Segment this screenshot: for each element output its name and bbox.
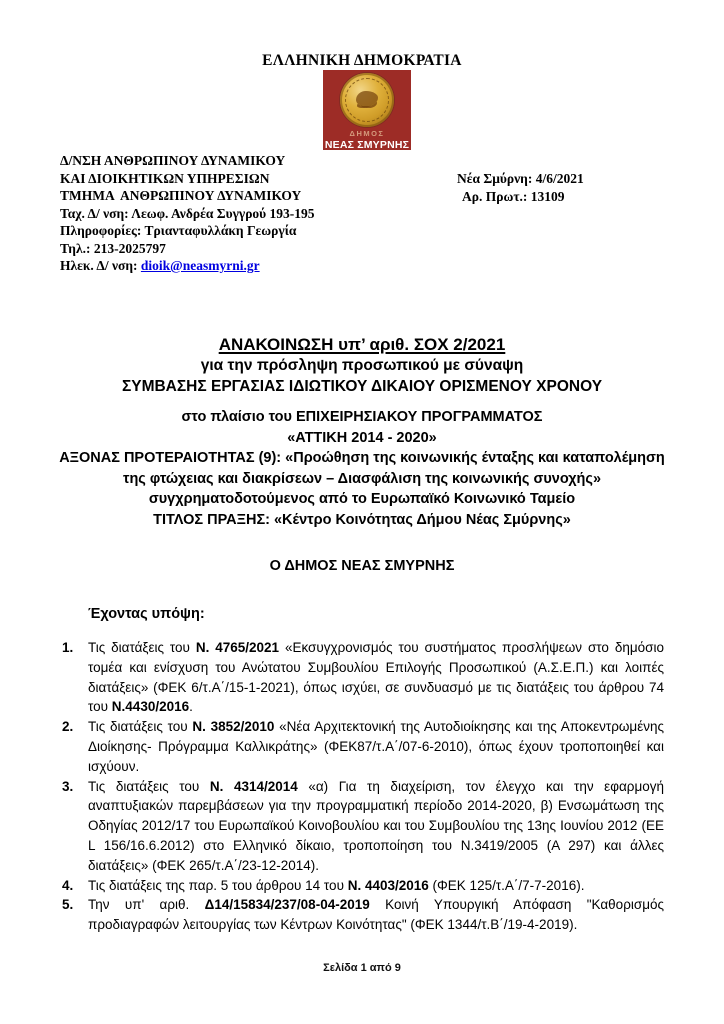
program-line: ΑΞΟΝΑΣ ΠΡΟΤΕΡΑΙΟΤΗΤΑΣ (9): «Προώθηση της κοινωνικής ένταξης και καταπολέμηση xyxy=(59,450,665,466)
list-item-number: 5. xyxy=(62,897,74,913)
email-line xyxy=(60,257,260,275)
republic-heading: ΕΛΛΗΝΙΚΗ ΔΗΜΟΚΡΑΤΙΑ xyxy=(262,52,462,69)
list-item-number: 1. xyxy=(62,640,74,655)
list-item-number: 3. xyxy=(62,778,74,794)
list-item-text: Τις διατάξεις του Ν. 4314/2014 «α) Για τη διαχείριση, τον έλεγχο και την εφαρμογή αναπτυξιακών παρεμβάσεων για την προγραμματική περίοδο 2014-2020, β) Ενσωμάτωση της Οδηγίας 2012/17 του Ευρωπαϊκού Κοινοβουλίου και του Συμβουλίου της 13ης Ιουνίου 2012 (ΕΕ L 156/16.6.2012) στο Ελληνικό δίκαιο, τροποποίηση του Ν.3419/2005 (Α 297) και άλλες διατάξεις» (ΦΕΚ 265/τ.Α΄/23-12-2014). xyxy=(88,778,664,873)
municipality-seal-icon xyxy=(340,73,394,127)
email-label: Ηλεκ. Δ/ νση: xyxy=(60,258,141,273)
program-line: συγχρηματοδοτούμενος από το Ευρωπαϊκό Κοινωνικό Ταμείο xyxy=(148,491,576,507)
list-item xyxy=(62,895,664,935)
logo-label-bottom: ΝΕΑΣ ΣΜΥΡΝΗΣ xyxy=(324,139,410,151)
list-item xyxy=(62,638,664,717)
legal-list xyxy=(62,638,664,935)
program-lines xyxy=(17,407,707,530)
email-link[interactable]: dioik@neasmyrni.gr xyxy=(140,258,260,273)
department-line: ΚΑΙ ΔΙΟΙΚΗΤΙΚΩΝ ΥΠΗΡΕΣΙΩΝ xyxy=(60,170,270,186)
list-item-number: 2. xyxy=(62,719,74,735)
department-line: Τηλ.: 213-2025797 xyxy=(60,240,166,256)
department-line: Ταχ. Δ/ νση: Λεωφ. Ανδρέα Συγγρού 193-195 xyxy=(60,205,315,221)
program-line: της φτώχειας και διακρίσεων – Διασφάλιση της κοινωνικής συνοχής» xyxy=(122,470,602,487)
reference-protocol: Αρ. Πρωτ.: 13109 xyxy=(462,188,565,204)
reference-date: Νέα Σμύρνη: 4/6/2021 xyxy=(457,171,584,186)
announcement-subtitle-2: ΣΥΜΒΑΣΗΣ ΕΡΓΑΣΙΑΣ ΙΔΙΩΤΙΚΟΥ ΔΙΚΑΙΟΥ ΟΡΙΣΜΕΝΟΥ ΧΡΟΝΟΥ xyxy=(121,378,603,395)
list-item-number: 4. xyxy=(62,877,74,893)
list-item-text: Τις διατάξεις του Ν. 4765/2021 «Εκσυγχρονισμός του συστήματος προσλήψεων στο δημόσιο τομέα και ενίσχυση του Ανώτατου Συμβουλίου Επιλογής Προσωπικού (Α.Σ.Ε.Π.) και λοιπές διατάξεις» (ΦΕΚ 6/τ.Α΄/15-1-2021), όπως ισχύει, σε συνδυασμό με τις διατάξεις του άρθρου 74 του Ν.4430/2016. xyxy=(88,640,664,715)
program-line: στο πλαίσιο του ΕΠΙΧΕΙΡΗΣΙΑΚΟΥ ΠΡΟΓΡΑΜΜΑΤΟΣ xyxy=(181,409,543,425)
list-item-text: Τις διατάξεις της παρ. 5 του άρθρου 14 του Ν. 4403/2016 (ΦΕΚ 125/τ.Α΄/7-7-2016). xyxy=(88,877,585,893)
department-line: ΤΜΗΜΑ ΑΝΘΡΩΠΙΝΟΥ ΔΥΝΑΜΙΚΟΥ xyxy=(60,188,302,203)
program-line: «ΑΤΤΙΚΗ 2014 - 2020» xyxy=(287,429,437,446)
municipality-logo xyxy=(323,70,411,150)
list-item-text: Την υπ' αριθ. Δ14/15834/237/08-04-2019 Κοινή Υπουργική Απόφαση "Καθορισμός προδιαγραφών λειτουργίας των Κέντρων Κοινότητας" (ΦΕΚ 1344/τ.Β΄/19-4-2019). xyxy=(88,897,664,933)
announcement-subtitle-1: για την πρόσληψη προσωπικού με σύναψη xyxy=(200,357,524,374)
department-line: Πληροφορίες: Τριανταφυλλάκη Γεωργία xyxy=(60,223,297,238)
announcement-title-block xyxy=(0,334,724,397)
municipality-heading: Ο ΔΗΜΟΣ ΝΕΑΣ ΣΜΥΡΝΗΣ xyxy=(269,558,455,574)
department-lines xyxy=(60,152,315,257)
list-item xyxy=(62,717,664,776)
department-line: Δ/ΝΣΗ ΑΝΘΡΩΠΙΝΟΥ ΔΥΝΑΜΙΚΟΥ xyxy=(60,153,286,168)
announcement-title-line xyxy=(0,334,724,355)
list-item xyxy=(62,777,664,876)
having-regard-label: Έχοντας υπόψη: xyxy=(88,606,205,622)
logo-label-top: ΔΗΜΟΣ xyxy=(349,129,385,138)
page-footer: Σελίδα 1 από 9 xyxy=(323,962,401,974)
announcement-title: ΑΝΑΚΟΙΝΩΣΗ υπ’ αριθ. ΣΟΧ 2/2021 xyxy=(218,335,506,354)
list-item xyxy=(62,876,664,896)
reference-block xyxy=(457,170,584,206)
list-item-text: Τις διατάξεις του Ν. 3852/2010 «Νέα Αρχιτεκτονική της Αυτοδιοίκησης και της Αποκεντρωμένης Διοίκησης- Πρόγραμμα Καλλικράτης» (ΦΕΚ87/τ.Α΄/07-6-2010), όπως έχουν τροποποιηθεί και ισχύουν. xyxy=(88,719,664,774)
program-line: ΤΙΤΛΟΣ ΠΡΑΞΗΣ: «Κέντρο Κοινότητας Δήμου Νέας Σμύρνης» xyxy=(153,511,571,528)
